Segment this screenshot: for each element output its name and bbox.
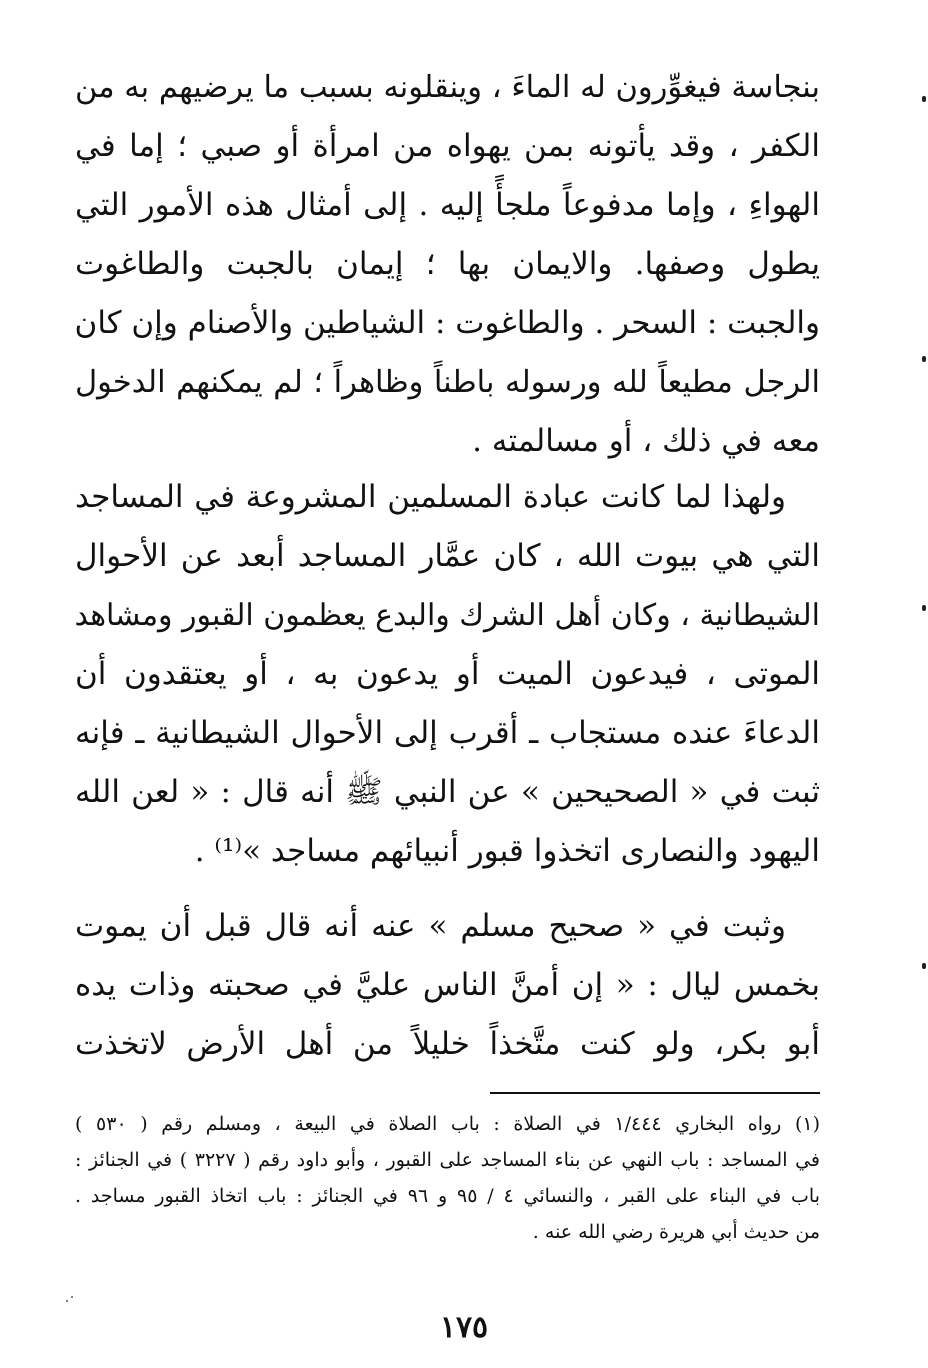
margin-mark <box>922 356 926 362</box>
text-line: أبو بكر، ولو كنت متَّخذاً خليلاً من أهل الأرض لاتخذت <box>75 1026 820 1062</box>
text-line: الدعاءَ عنده مستجاب ـ أقرب إلى الأحوال الشيطانية ـ فإنه <box>75 715 820 751</box>
text-line: اليهود والنصارى اتخذوا قبور أنبيائهم مساجد »⁽¹⁾ . <box>194 833 820 869</box>
page-number: ١٧٥ <box>439 1310 489 1345</box>
text-line: الشيطانية ، وكان أهل الشرك والبدع يعظمون القبور ومشاهد <box>74 598 820 633</box>
text-line: بخمس ليال : « إن أمنَّ الناس عليَّ في صحبته وذات يده <box>75 967 820 1003</box>
footnote-line: في المساجد : باب النهي عن بناء المساجد على القبور ، وأبو داود رقم ( ٣٢٢٧ ) في الجنائز : <box>75 1149 820 1171</box>
text-line: يطول وصفها. والايمان بها ؛ إيمان بالجبت والطاغوت <box>75 246 820 282</box>
paragraph-3 <box>75 897 820 1074</box>
footnote-line: من حديث أبي هريرة رضي الله عنه . <box>532 1221 820 1243</box>
scan-speck <box>66 1300 68 1302</box>
text-line: التي هي بيوت الله ، كان عمَّار المساجد أبعد عن الأحوال <box>75 538 820 574</box>
text-line: بنجاسة فيغوِّرون له الماءَ ، وينقلونه بسبب ما يرضيهم به من <box>75 70 820 105</box>
footnote-line: باب في البناء على القبر ، والنسائي ٤ / ٩٥ و ٩٦ في الجنائز : باب اتخاذ القبور مساجد . <box>75 1185 821 1207</box>
text-line: الرجل مطيعاً لله ورسوله باطناً وظاهراً ؛ لم يمكنهم الدخول <box>75 365 820 400</box>
text-line: ولهذا لما كانت عبادة المسلمين المشروعة في المساجد <box>75 479 786 515</box>
margin-mark <box>922 605 926 611</box>
footnote <box>75 1106 820 1250</box>
scan-speck <box>71 1296 73 1298</box>
text-line: الكفر ، وقد يأتونه بمن يهواه من امرأة أو صبي ؛ إما في <box>75 128 820 164</box>
footnote-line: (١) رواه البخاري ١/٤٤٤ في الصلاة : باب الصلاة في البيعة ، ومسلم رقم ( ٥٣٠ ) <box>75 1113 821 1135</box>
text-line: معه في ذلك ، أو مسالمته . <box>472 423 820 459</box>
text-line: الهواءِ ، وإما مدفوعاً ملجأً إليه . إلى أمثال هذه الأمور التي <box>75 187 820 223</box>
footnote-separator <box>490 1092 820 1094</box>
paragraph-1 <box>75 58 820 471</box>
text-line: الموتى ، فيدعون الميت أو يدعون به ، أو يعتقدون أن <box>75 656 820 692</box>
margin-mark <box>922 96 926 102</box>
text-line: وثبت في « صحيح مسلم » عنه أنه قال قبل أن يموت <box>75 908 786 944</box>
text-line: والجبت : السحر . والطاغوت : الشياطين والأصنام وإن كان <box>74 305 820 341</box>
margin-mark <box>922 963 926 969</box>
text-line: ثبت في « الصحيحين » عن النبي ﷺ أنه قال : « لعن الله <box>75 774 820 810</box>
paragraph-2 <box>75 468 820 881</box>
